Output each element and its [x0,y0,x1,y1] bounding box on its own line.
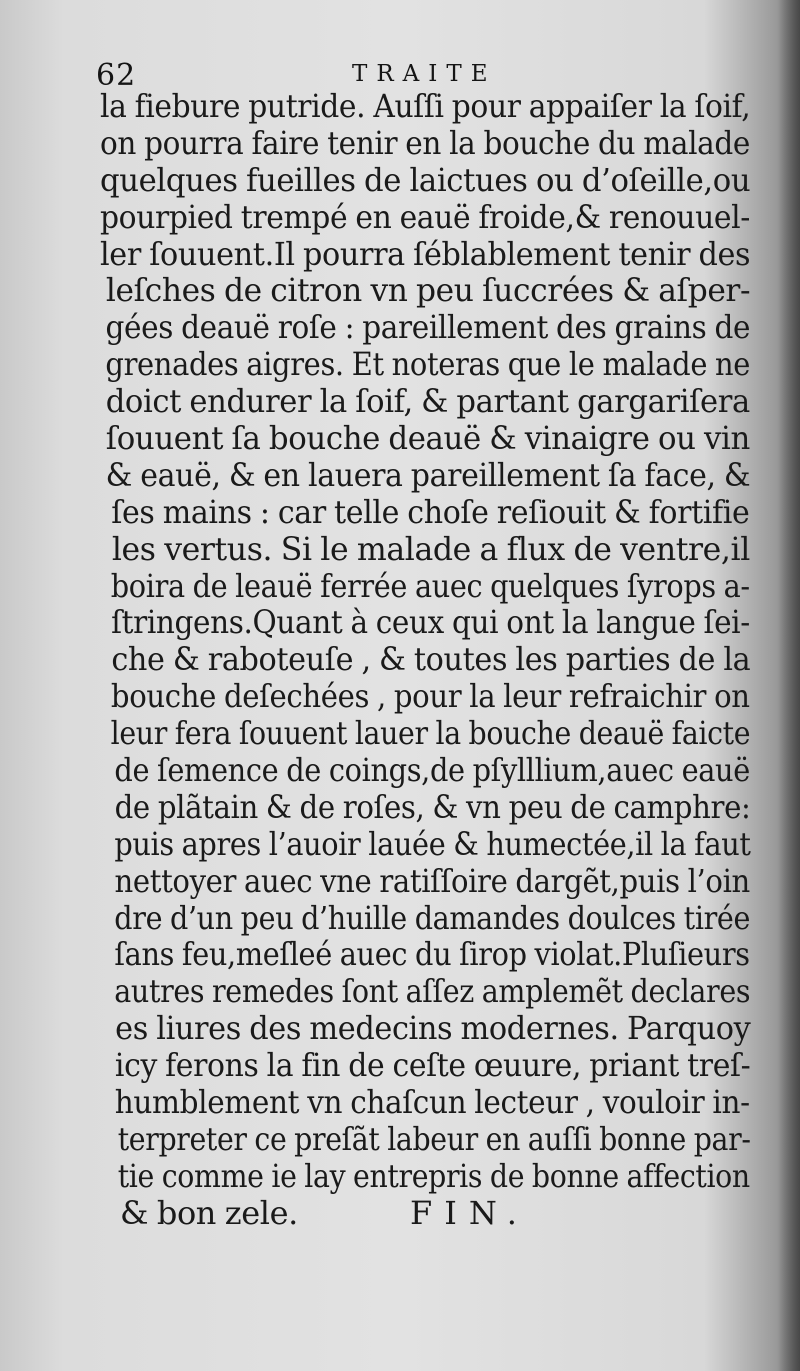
text-line: doict endurer la ſoif, & partant gargariſera [105,382,750,421]
text-line: boira de leauë ferrée auec quelques ſyrops a- [110,566,750,605]
page-number: 62 [96,58,137,93]
text-line: humblement vn chaſcun lecteur , vouloir in- [114,1083,750,1122]
text-line: ſouuent ſa bouche deauë & vinaigre ou vin [105,419,750,458]
text-line: gées deauë roſe : pareillement des grains de [105,308,751,347]
text-line: ſans feu,meſleé auec du ſirop violat.Pluſieurs [114,935,750,974]
closing-phrase: & bon zele. [120,1193,298,1232]
text-line: es liures des medecins modernes. Parquoy [115,1009,751,1048]
running-title: TRAITE [352,61,497,87]
body-text [100,88,750,1232]
text-line: bouche deſechées , pour la leur refraichir on [110,677,750,716]
text-line: les vertus. Si le malade a flux de ventre,il [111,529,750,568]
text-line: terpreter ce preſãt labeur en auſſi bonne par- [117,1119,751,1158]
text-line: autres remedes ſont aſſez amplemẽt declares [114,972,751,1011]
text-line: ſes mains : car telle choſe reſiouit & fortifie [111,492,750,531]
last-text-line [100,1195,750,1232]
text-line: de plãtain & de roſes, & vn peu de camphre: [114,787,751,826]
text-line: leſches de citron vn peu ſuccrées & aſper- [105,271,751,310]
text-line: & eauë, & en lauera pareillement ſa face, & [105,455,751,494]
page-edge-shadow [778,0,800,1371]
text-line: on pourra faire tenir en la bouche du malade [100,123,750,162]
text-line: icy ferons la fin de ceſte œuure, priant treſ- [114,1046,751,1085]
text-line: quelques fueilles de laictues ou d’oſeille,ou [100,160,751,199]
text-line: grenades aigres. Et noteras que le malade ne [105,345,751,384]
text-line: de ſemence de coings,de pſylllium,auec eauë [114,751,750,790]
text-line: che & raboteuſe , & toutes les parties de la [111,640,751,679]
text-line: la fiebure putride. Auſſi pour appaiſer la ſoif, [100,87,751,125]
text-line: ſtringens.Quant à ceux qui ont la langue ſei- [111,603,750,642]
text-line: tie comme ie lay entrepris de bonne affection [117,1156,750,1195]
text-line: ler ſouuent.Il pourra ſéblablement tenir des [100,234,751,273]
text-line: dre d’un peu d’huille damandes doulces tirée [114,898,751,937]
text-line: pourpied trempé en eauë froide,& renouuel- [100,197,750,236]
fin-mark: FIN. [410,1193,529,1232]
text-line: puis apres l’auoir lauée & humectée,il la faut [114,824,751,863]
text-line: nettoyer auec vne ratiſſoire dargẽt,puis l’oin [114,861,750,900]
text-line: leur fera ſouuent lauer la bouche deauë faicte [110,714,751,753]
